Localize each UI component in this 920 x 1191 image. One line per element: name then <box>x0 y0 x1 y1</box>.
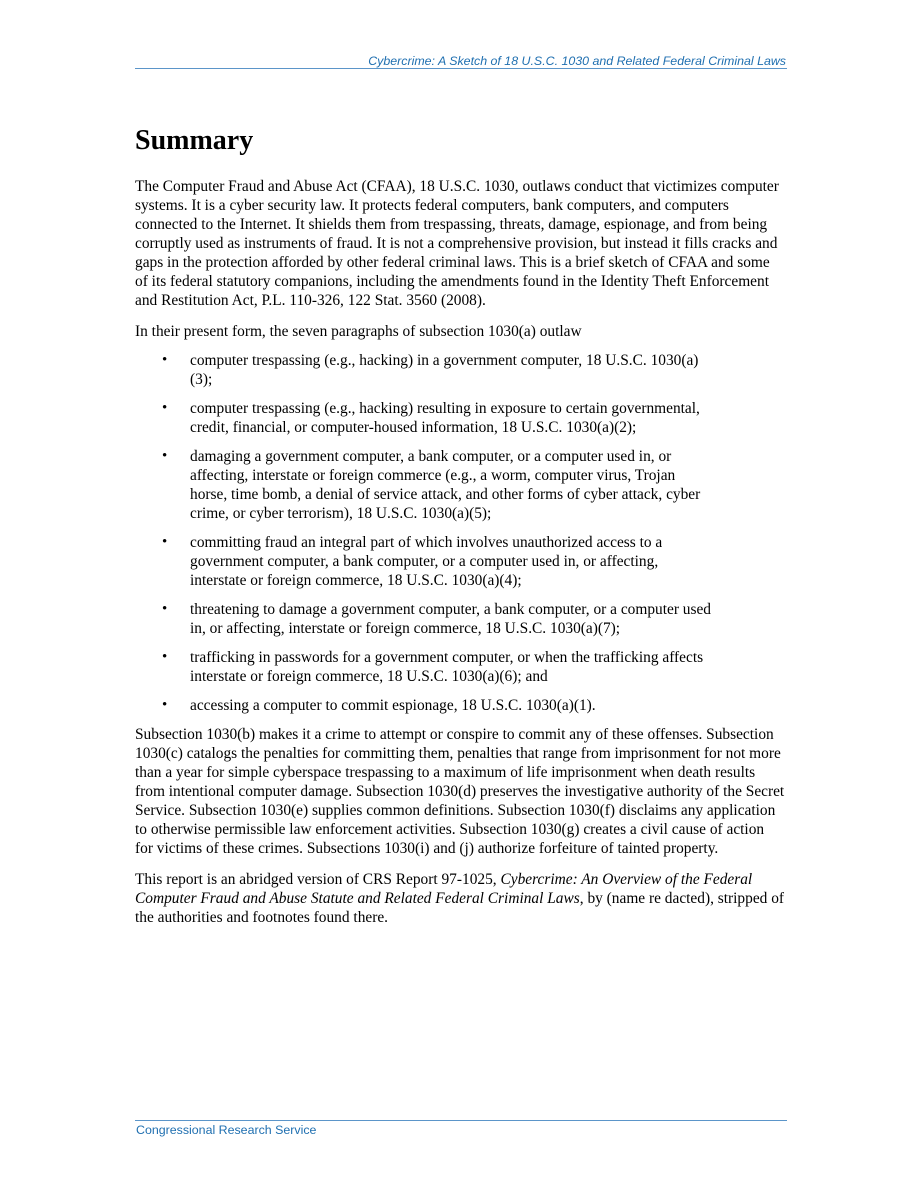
bullet-icon: • <box>162 448 168 464</box>
document-body <box>135 177 785 939</box>
list-item-text: accessing a computer to commit espionage, 18 U.S.C. 1030(a)(1). <box>190 697 596 714</box>
bullet-icon: • <box>162 601 168 617</box>
list-item <box>135 399 785 437</box>
bullet-icon: • <box>162 534 168 550</box>
list-item <box>135 447 785 523</box>
report-note-tail: , by (name re dacted), stripped of the authorities and footnotes found there. <box>135 890 785 926</box>
bullet-icon: • <box>162 697 168 713</box>
list-item <box>135 600 785 638</box>
running-header: Cybercrime: A Sketch of 18 U.S.C. 1030 and Related Federal Criminal Laws <box>368 54 786 68</box>
header-divider <box>135 68 787 69</box>
list-item-text: computer trespassing (e.g., hacking) in a government computer, 18 U.S.C. 1030(a)(3); <box>190 352 699 388</box>
paragraph-other-subsections: Subsection 1030(b) makes it a crime to attempt or conspire to commit any of these offenses. Subsection 1030(c) catalogs the penalties for committing them, penalties that range from imprisonment for not more than a year for simple cyberspace trespassing to a maximum of life imprisonment when death results from intentional computer damage. Subsection 1030(d) preserves the investigative authority of the Secret Service. Subsection 1030(e) supplies common definitions. Subsection 1030(f) disclaims any application to otherwise permissible law enforcement activities. Subsection 1030(g) creates a civil cause of action for victims of these crimes. Subsections 1030(i) and (j) authorize forfeiture of tainted property. <box>135 726 785 857</box>
footer-divider <box>135 1120 787 1121</box>
bullet-icon: • <box>162 352 168 368</box>
paragraph-report-note <box>135 870 785 927</box>
report-title-citation: Cybercrime: An Overview of the Federal Computer Fraud and Abuse Statute and Related Federal Criminal Laws <box>135 871 753 907</box>
list-item-text: damaging a government computer, a bank computer, or a computer used in, or affecting, interstate or foreign commerce (e.g., a worm, computer virus, Trojan horse, time bomb, a denial of service attack, and other forms of cyber attack, cyber crime, or cyber terrorism), 18 U.S.C. 1030(a)(5); <box>190 448 701 522</box>
list-item-text: threatening to damage a government computer, a bank computer, or a computer used in, or affecting, interstate or foreign commerce, 18 U.S.C. 1030(a)(7); <box>190 601 712 637</box>
list-item-text: committing fraud an integral part of which involves unauthorized access to a government computer, a bank computer, or a computer used in, or affecting, interstate or foreign commerce, 18 U.S.C. 1030(a)(4); <box>190 534 663 589</box>
report-note-lead: This report is an abridged version of CRS Report 97-1025, <box>135 871 501 888</box>
paragraph-cfaa-overview: The Computer Fraud and Abuse Act (CFAA), 18 U.S.C. 1030, outlaws conduct that victimizes computer systems. It is a cyber security law. It protects federal computers, bank computers, and computers connected to the Internet. It shields them from trespassing, threats, damage, espionage, and from being corruptly used as instruments of fraud. It is not a comprehensive provision, but instead it fills cracks and gaps in the protection afforded by other federal criminal laws. This is a brief sketch of CFAA and some of its federal statutory companions, including the amendments found in the Identity Theft Enforcement and Restitution Act, P.L. 110-326, 122 Stat. 3560 (2008). <box>135 178 779 309</box>
list-item <box>135 696 785 715</box>
bullet-icon: • <box>162 649 168 665</box>
list-item <box>135 351 785 389</box>
offense-list <box>135 351 785 715</box>
list-item-text: computer trespassing (e.g., hacking) resulting in exposure to certain governmental, credit, financial, or computer-housed information, 18 U.S.C. 1030(a)(2); <box>190 400 700 436</box>
footer-publisher: Congressional Research Service <box>136 1123 317 1137</box>
bullet-icon: • <box>162 400 168 416</box>
list-item <box>135 533 785 590</box>
list-item-text: trafficking in passwords for a government computer, or when the trafficking affects interstate or foreign commerce, 18 U.S.C. 1030(a)(6); and <box>190 649 704 685</box>
list-item <box>135 648 785 686</box>
section-title: Summary <box>135 125 254 156</box>
paragraph-subsection-intro: In their present form, the seven paragraphs of subsection 1030(a) outlaw <box>135 323 582 340</box>
